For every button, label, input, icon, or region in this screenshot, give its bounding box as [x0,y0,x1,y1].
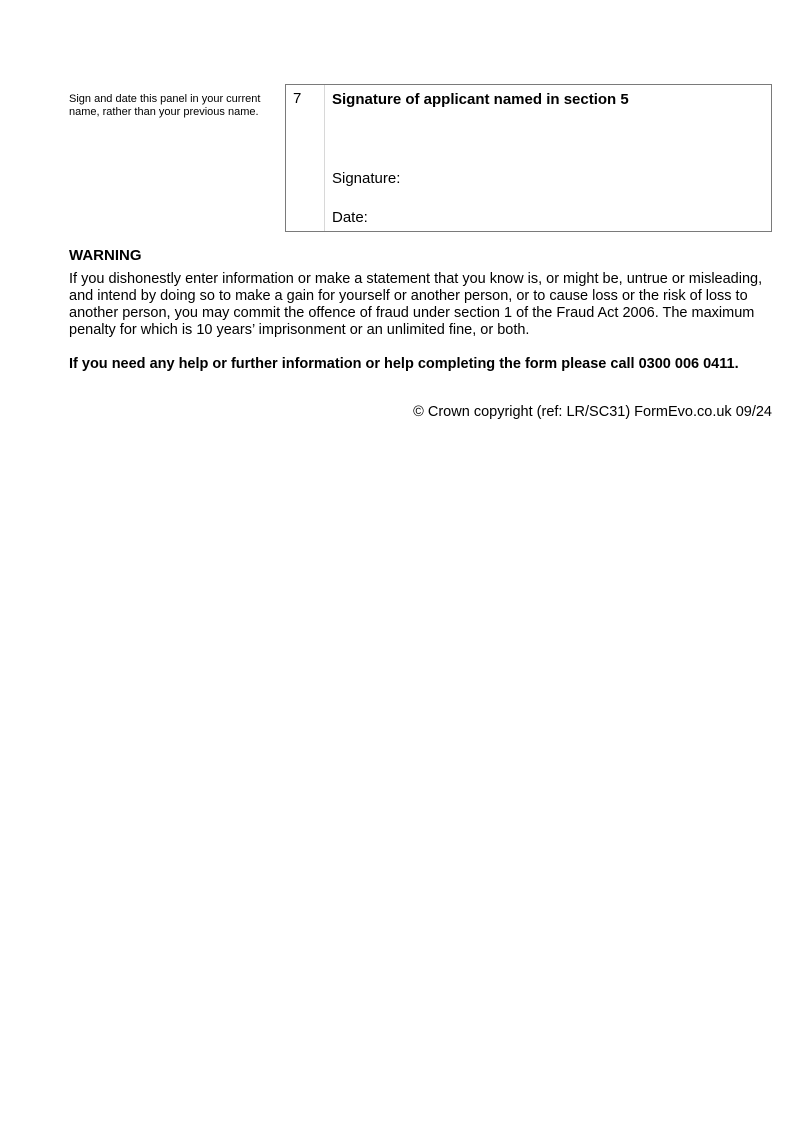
panel-divider [324,85,325,231]
help-line: If you need any help or further information or help completing the form please call 0300 006 0411. [69,356,739,372]
panel-number: 7 [293,90,302,107]
signature-label: Signature: [332,170,401,187]
warning-heading: WARNING [69,247,142,264]
warning-text: If you dishonestly enter information or make a statement that you know is, or might be, untrue or misleading, and intend by doing so to make a gain for yourself or another person, or to cause loss or the risk of loss to another person, you may commit the offence of fraud under section 1 of the Fraud Act 2006. The maximum penalty for which is 10 years’ imprisonment or an unlimited fine, or both. [69,271,763,338]
date-label: Date: [332,209,368,226]
panel-title: Signature of applicant named in section 5 [332,91,629,108]
panel-instruction-note: Sign and date this panel in your current name, rather than your previous name. [69,93,261,118]
copyright-notice: © Crown copyright (ref: LR/SC31) FormEvo.co.uk 09/24 [413,404,772,420]
signature-panel [285,84,772,232]
